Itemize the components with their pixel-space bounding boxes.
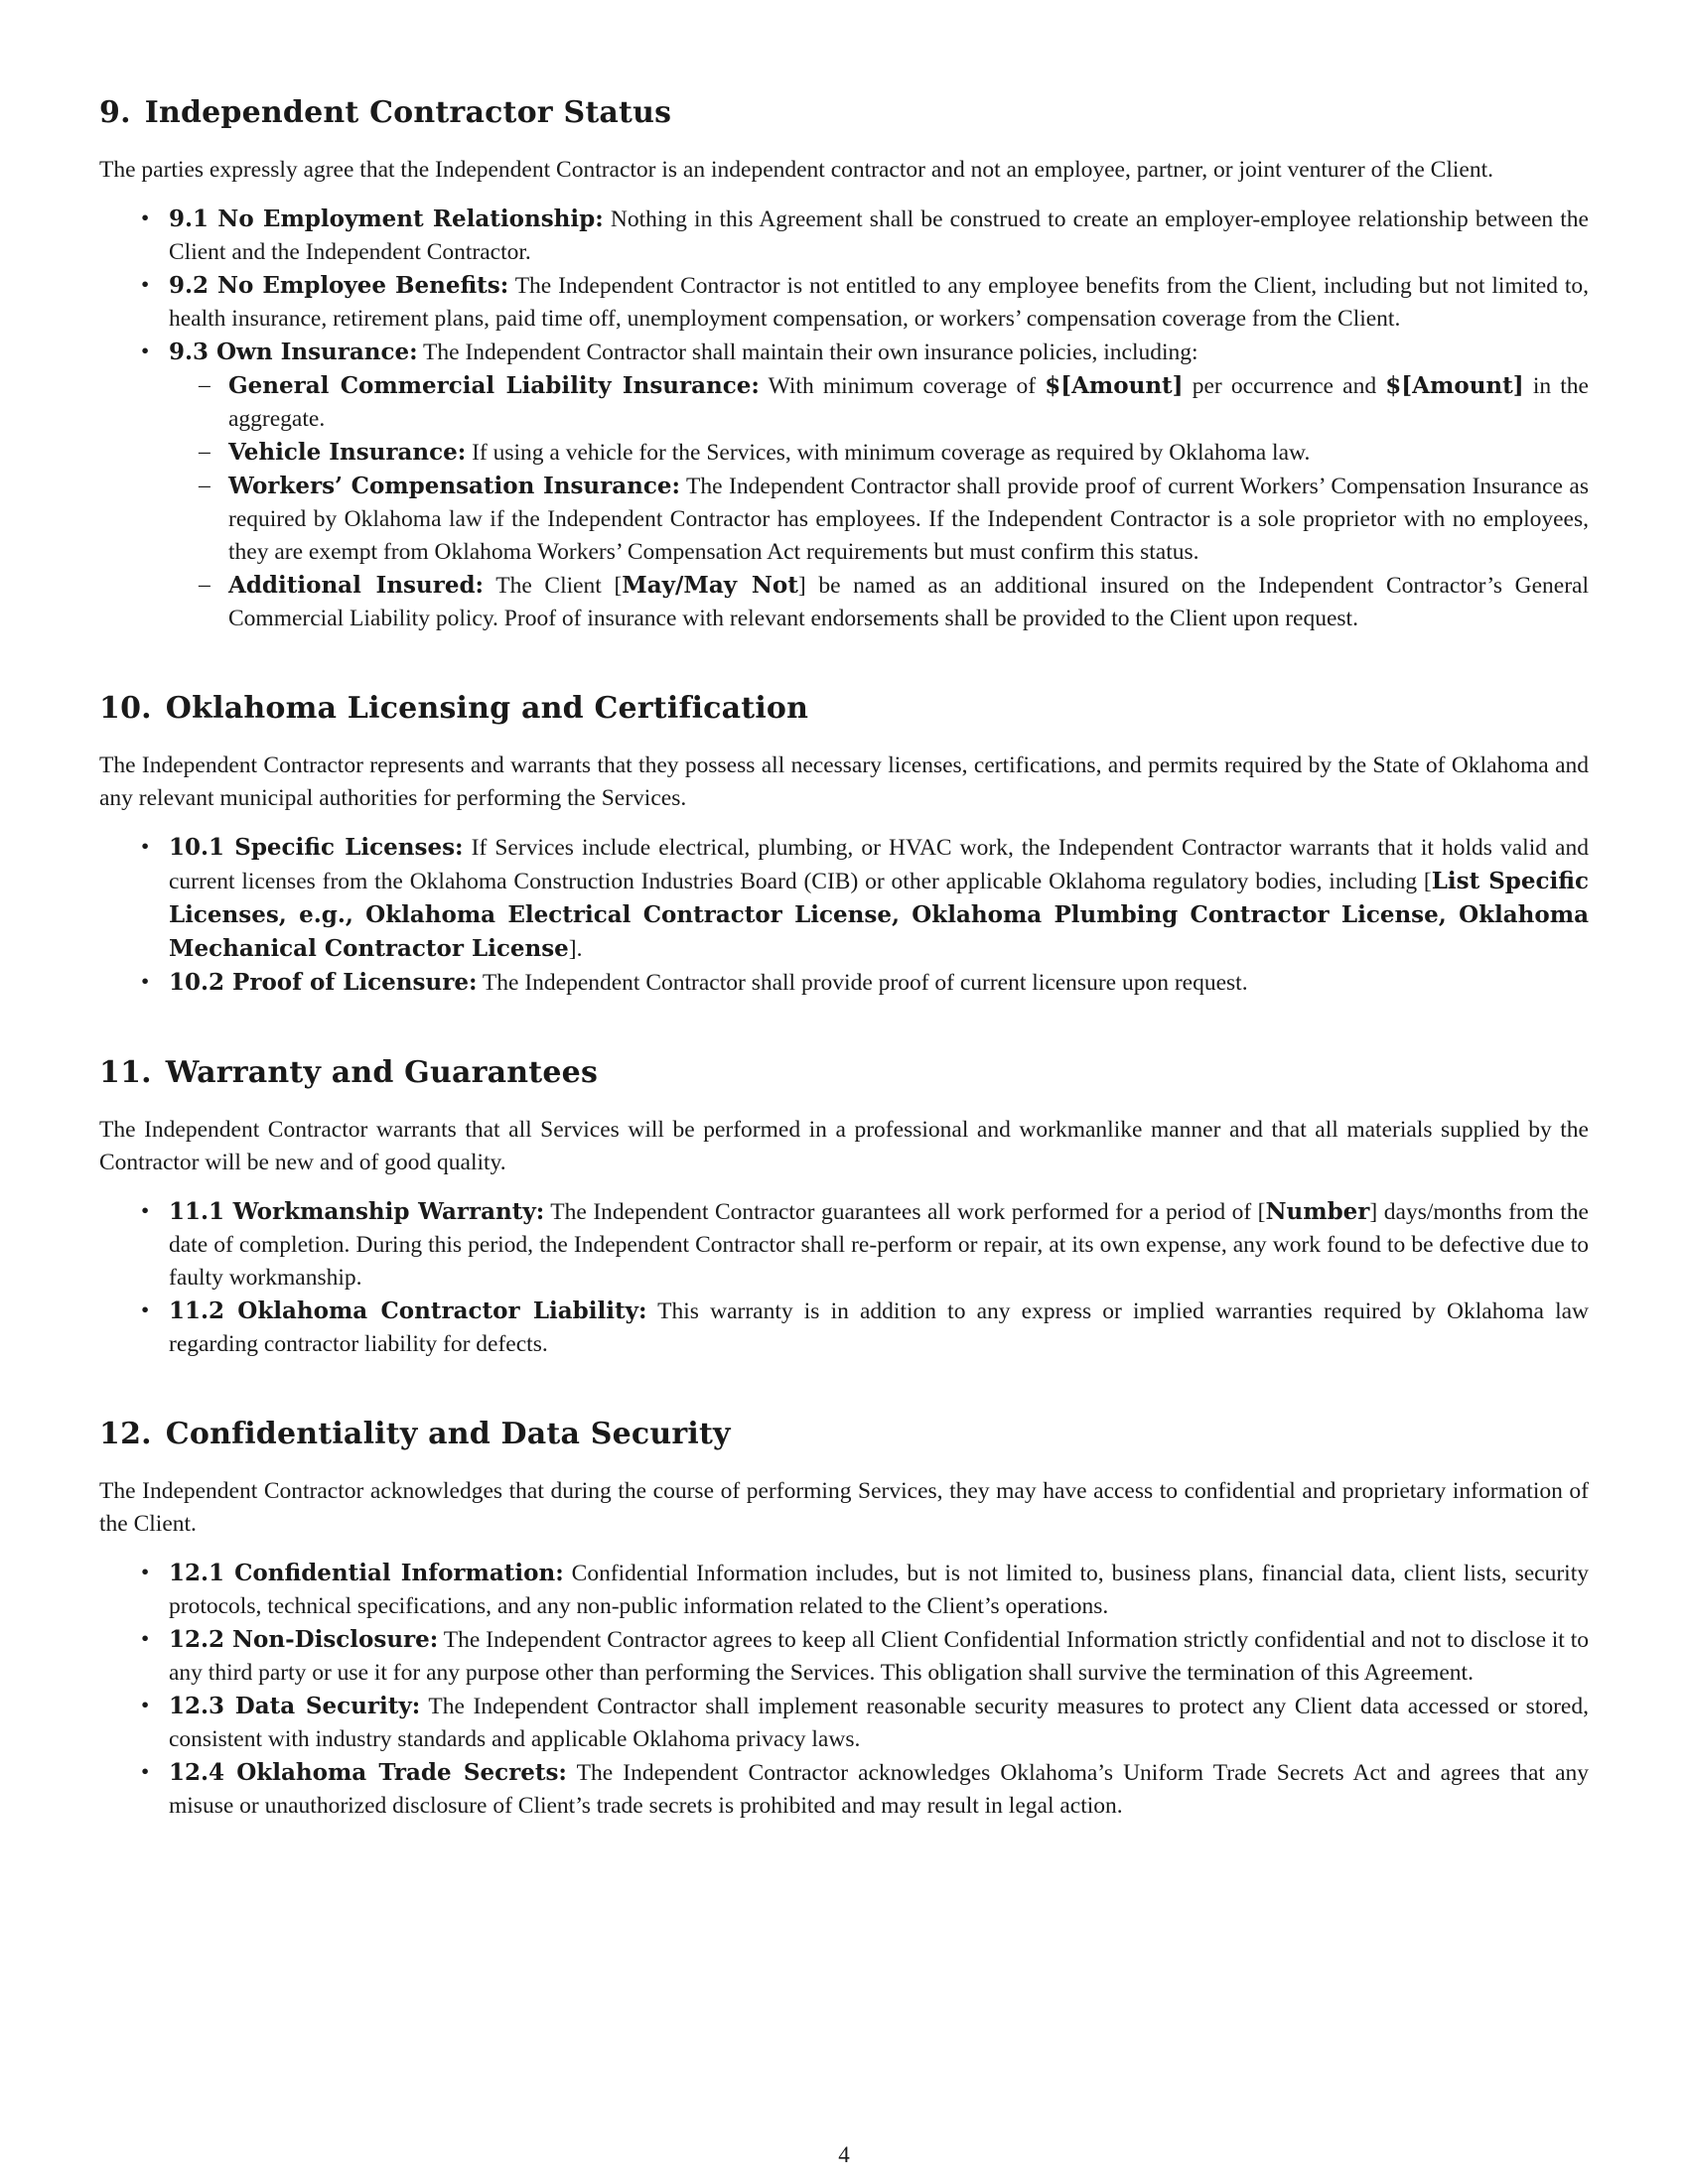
clause-item: • 11.2 Oklahoma Contractor Liability: This warranty is in addition to any express or implied warranties required by Oklahoma law regarding contractor liability for defects. (169, 1295, 1589, 1361)
dash-icon: – (199, 572, 211, 598)
clause-list (99, 1557, 1589, 1823)
bullet-icon: • (141, 834, 150, 860)
section-12 (99, 1417, 1589, 1823)
section-heading: 11. Warranty and Guarantees (99, 1055, 599, 1090)
bullet-icon: • (141, 205, 150, 231)
bullet-icon: • (141, 969, 150, 995)
clause-item: • 12.3 Data Security: The Independent Contractor shall implement reasonable security measures to protect any Client data accessed or stored, consistent with industry standards and applicable Oklahoma privacy laws. (169, 1690, 1589, 1756)
page-number: 4 (838, 2142, 850, 2167)
dash-icon: – (199, 439, 211, 465)
clause-list (99, 203, 1589, 635)
clause-list (99, 831, 1589, 1000)
clause-item: • 11.1 Workmanship Warranty: The Independent Contractor guarantees all work performed for a period of [Number] days/months from the date of completion. During this period, the Independent Contractor shall re-perform or repair, at its own expense, any work found to be defective due to faulty workmanship. (169, 1195, 1589, 1295)
section-intro: The Independent Contractor acknowledges that during the course of performing Services, they may have access to confidential and proprietary information of the Client. (99, 1478, 1589, 1537)
bullet-icon: • (141, 1297, 150, 1323)
clause-item: • 10.2 Proof of Licensure: The Independent Contractor shall provide proof of current licensure upon request. (169, 966, 1589, 1000)
dash-icon: – (199, 372, 211, 398)
sub-clause-item: – Workers’ Compensation Insurance: The Independent Contractor shall provide proof of current Workers’ Compensation Insurance as required by Oklahoma law if the Independent Contractor has employees. If the Independent Contractor is a sole proprietor with no employees, they are exempt from Oklahoma Workers’ Compensation Act requirements but must confirm this status. (228, 470, 1589, 569)
clause-item: • 9.1 No Employment Relationship: Nothing in this Agreement shall be construed to create an employer-employee relationship between the Client and the Independent Contractor. (169, 203, 1589, 269)
section-9 (99, 95, 1589, 635)
clause-item: • 12.4 Oklahoma Trade Secrets: The Independent Contractor acknowledges Oklahoma’s Uniform Trade Secrets Act and agrees that any misuse or unauthorized disclosure of Client’s trade secrets is prohibited and may result in legal action. (169, 1756, 1589, 1823)
clause-list (99, 1195, 1589, 1361)
section-intro: The parties expressly agree that the Independent Contractor is an independent contractor and not an employee, partner, or joint venturer of the Client. (99, 157, 1493, 183)
section-intro: The Independent Contractor warrants that all Services will be performed in a professional and workmanlike manner and that all materials supplied by the Contractor will be new and of good quality. (99, 1117, 1589, 1175)
bullet-icon: • (141, 1560, 150, 1585)
document-page (99, 95, 1589, 1878)
clause-item: • 12.1 Confidential Information: Confidential Information includes, but is not limited to, business plans, financial data, client lists, security protocols, technical specifications, and any non-public information related to the Client’s operations. (169, 1557, 1589, 1623)
bullet-icon: • (141, 272, 150, 298)
clause-item: • 10.1 Specific Licenses: If Services include electrical, plumbing, or HVAC work, the Independent Contractor warrants that it holds valid and current licenses from the Oklahoma Construction Industries Board (CIB) or other applicable Oklahoma regulatory bodies, including [List Specific Licenses, e.g., Oklahoma Electrical Contractor License, Oklahoma Plumbing Contractor License, Oklahoma Mechanical Contractor License]. (169, 831, 1589, 966)
bullet-icon: • (141, 1759, 150, 1785)
sub-clause-list (169, 369, 1589, 635)
bullet-icon: • (141, 339, 150, 364)
sub-clause-item: – Additional Insured: The Client [May/May Not] be named as an additional insured on the Independent Contractor’s General Commercial Liability policy. Proof of insurance with relevant endorsements shall be provided to the Client upon request. (228, 569, 1589, 635)
section-heading: 9. Independent Contractor Status (99, 95, 672, 130)
section-10 (99, 691, 1589, 1000)
dash-icon: – (199, 473, 211, 498)
sub-clause-item: – General Commercial Liability Insurance: With minimum coverage of $[Amount] per occurrence and $[Amount] in the aggregate. (228, 369, 1589, 436)
section-heading: 10. Oklahoma Licensing and Certification (99, 691, 809, 726)
bullet-icon: • (141, 1626, 150, 1652)
section-heading: 12. Confidentiality and Data Security (99, 1417, 731, 1451)
bullet-icon: • (141, 1693, 150, 1718)
section-11 (99, 1055, 1589, 1361)
section-intro: The Independent Contractor represents and warrants that they possess all necessary licenses, certifications, and permits required by the State of Oklahoma and any relevant municipal authorities for performing the Services. (99, 752, 1589, 811)
clause-item: • 12.2 Non-Disclosure: The Independent Contractor agrees to keep all Client Confidential Information strictly confidential and not to disclose it to any third party or use it for any purpose other than performing the Services. This obligation shall survive the termination of this Agreement. (169, 1623, 1589, 1690)
clause-item: • 9.3 Own Insurance: The Independent Contractor shall maintain their own insurance policies, including: – General Commercial Liability Insurance: With minimum coverage of $[Amount] per occurrence and $[Amount] in the aggregate. – Vehicle Insurance: If using a vehicle for the Services, with minimum coverage as required by Oklahoma law. – Workers’ Compensation Insurance: The Independent Contractor shall provide proof of current Workers’ Compensation Insurance as required by Oklahoma law if the Independent Contractor has employees. If the Independent Contractor is a sole proprietor with no employees, they are exempt from Oklahoma Workers’ Compensation Act requirements but must confirm this status. – Additional Insured: The Client [May/May Not] be named as an additional insured on the Independent Contractor’s General Commercial Liability policy. Proof of insurance with relevant endorsements shall be provided to the Client upon request. (169, 336, 1589, 635)
clause-item: • 9.2 No Employee Benefits: The Independent Contractor is not entitled to any employee benefits from the Client, including but not limited to, health insurance, retirement plans, paid time off, unemployment compensation, or workers’ compensation coverage from the Client. (169, 269, 1589, 336)
sub-clause-item: – Vehicle Insurance: If using a vehicle for the Services, with minimum coverage as required by Oklahoma law. (228, 436, 1589, 470)
bullet-icon: • (141, 1198, 150, 1224)
